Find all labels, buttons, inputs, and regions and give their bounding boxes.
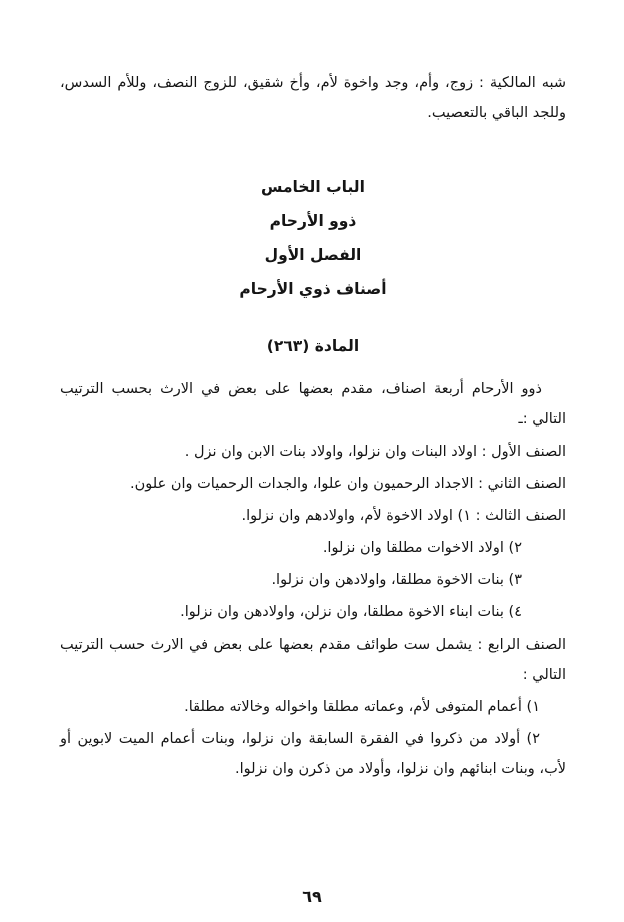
- list-item: ٤) بنات ابناء الاخوة مطلقا، وان نزلن، واولادهن وان نزلوا.: [180, 604, 522, 621]
- headings-block: [60, 170, 566, 306]
- intro-paragraph: شبه المالكية : زوج، وأم، وجد واخوة لأم، وأخ شقيق، للزوج النصف، وللأم السدس، وللجد الباقي بالتعصيب.: [60, 75, 566, 122]
- section-heading: الفصل الأول: [264, 246, 362, 265]
- chapter-heading: الباب الخامس: [261, 178, 365, 197]
- list-item: ٢) أولاد من ذكروا في الفقرة السابقة وان نزلوا، وبنات أعمام الميت لابوين أو لأب، وبنات ابنائهم وان نزلوا، وأولاد من ذكرن وان نزلوا.: [60, 731, 566, 778]
- chapter-title-heading: ذوو الأرحام: [269, 212, 357, 231]
- list-item: الصنف الأول : اولاد البنات وان نزلوا، واولاد بنات الابن وان نزل .: [184, 443, 566, 460]
- list-item: ٣) بنات الاخوة مطلقا، واولادهن وان نزلوا.: [271, 572, 522, 589]
- list-item: الصنف الثاني : الاجداد الرحميون وان علوا، والجدات الرحميات وان علون.: [130, 475, 566, 492]
- list-item: الصنف الرابع : يشمل ست طوائف مقدم بعضها على بعض في الارث حسب الترتيب التالي :: [60, 636, 566, 683]
- list-item: الصنف الثالث : ١) اولاد الاخوة لأم، واولادهم وان نزلوا.: [241, 507, 566, 524]
- section-title-heading: أصناف ذوي الأرحام: [239, 280, 387, 299]
- article-intro-paragraph: ذوو الأرحام أربعة اصناف، مقدم بعضها على بعض في الارث بحسب الترتيب التالي :ـ: [60, 381, 566, 428]
- page-number: ٦٩: [302, 887, 322, 906]
- list-item: ٢) اولاد الاخوات مطلقا وان نزلوا.: [322, 540, 522, 557]
- list-item: ١) أعمام المتوفى لأم، وعماته مطلقا واخواله وخالاته مطلقا.: [184, 698, 540, 715]
- article-body: [60, 374, 566, 784]
- article-number-heading: المادة (٢٦٣): [266, 337, 360, 356]
